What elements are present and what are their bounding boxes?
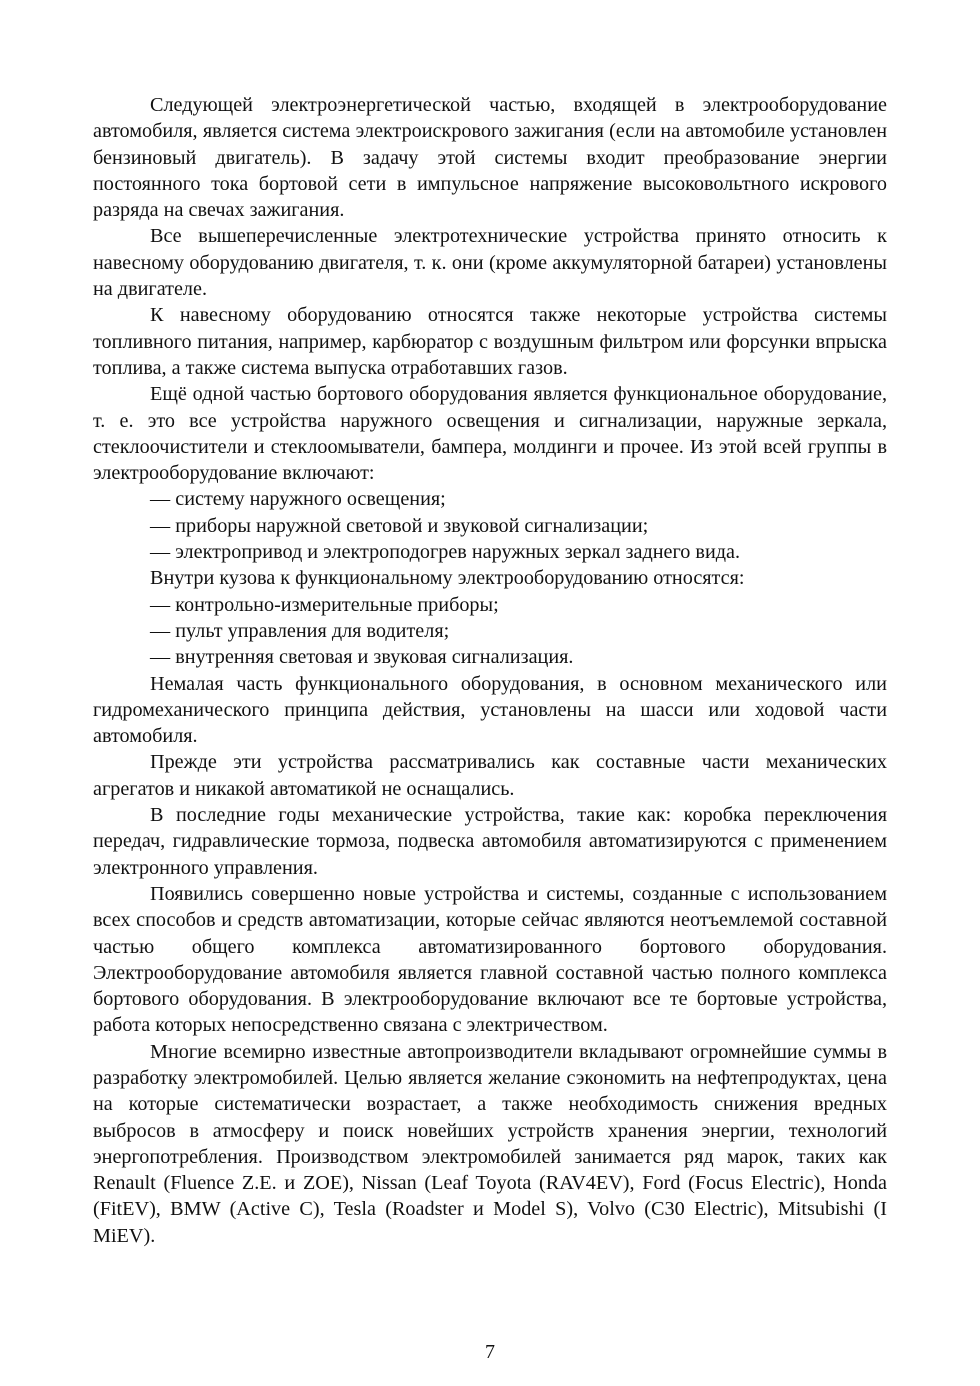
list-item: — электропривод и электроподогрев наружных зеркал заднего вида. [150, 541, 741, 564]
paragraph-ignition-system: Следующей электроэнергетической частью, входящей в электрооборудование автомобиля, является система электроискрового зажигания (если на автомобиле установлен бензиновый двигатель). В задачу этой системы входит преобразование энергии постоянного тока бортовой сети в импульсное напряжение высоковольтного искрового разряда на свечах зажигания. [93, 94, 887, 222]
paragraph-functional-equipment: Ещё одной частью бортового оборудования является функциональное оборудование, т. е. это все устройства наружного освещения и сигнализации, наружные зеркала, стеклоочистители и стеклоомыватели, бампера, молдинги и прочее. Из этой всей группы в электрооборудование включают: [93, 383, 887, 485]
paragraph-electronic-control: В последние годы механические устройства, такие как: коробка переключения передач, гидравлические тормоза, подвеска автомобиля автоматизируются с применением электронного управления. [93, 804, 887, 879]
paragraph-fuel-system: К навесному оборудованию относятся также некоторые устройства системы топливного питания, например, карбюратор с воздушным фильтром или форсунки впрыска топлива, а также система выпуска отработавших газов. [93, 304, 887, 379]
paragraph-inside-body: Внутри кузова к функциональному электрооборудованию относятся: [150, 567, 745, 590]
paragraph-chassis-equipment: Немалая часть функционального оборудования, в основном механического или гидромеханического принципа действия, установлены на шасси или ходовой части автомобиля. [93, 672, 887, 748]
list-item: — системy наружного освещения; [150, 488, 446, 511]
list-item: — пульт управления для водителя; [150, 619, 450, 642]
paragraph-electric-vehicles: Многие всемирно известные автопроизводители вкладывают огромнейшие суммы в разработку электромобилей. Целью является желание сэкономить на нефтепродуктах, цена на которые систематически возрастает, а также необходимость снижения вредных выбросов в атмосферу и поиск новейших устройств хранения энергии, технологий энергопотребления. Производством электромобилей занимается ряд марок, таких как Renault (Fluence Z.E. и ZOE), Nissan (Leaf Toyota (RAV4EV), Ford (Focus Electric), Honda (FitEV), BMW (Active C), Tesla (Roadster и Model S), Volvo (C30 Electric), Mitsubishi (I MiEV). [93, 1040, 887, 1247]
paragraph-mechanical-aggregates: Прежде эти устройства рассматривались как составные части механических агрегатов и никакой автоматикой не оснащались. [93, 751, 887, 800]
list-item: — внутренняя световая и звуковая сигнализация. [150, 646, 574, 669]
document-body [93, 92, 887, 1249]
paragraph-mounted-equipment: Все вышеперечисленные электротехнические устройства принято относить к навесному оборудованию двигателя, т. к. они (кроме аккумуляторной батареи) установлены на двигателе. [93, 225, 887, 301]
page-number: 7 [485, 1341, 495, 1363]
paragraph-automation: Появились совершенно новые устройства и системы, созданные с использованием всех способов и средств автоматизации, которые сейчас являются неотъемлемой составной частью общего комплекса автоматизированного бортового оборудования. Электрооборудование автомобиля является главной составной частью полного комплекса бортового оборудования. В электрооборудование включают все те бортовые устройства, работа которых непосредственно связана с электричеством. [93, 882, 887, 1037]
list-item: — контрольно-измерительные приборы; [150, 593, 499, 616]
list-item: — приборы наружной световой и звуковой сигнализации; [150, 514, 649, 537]
